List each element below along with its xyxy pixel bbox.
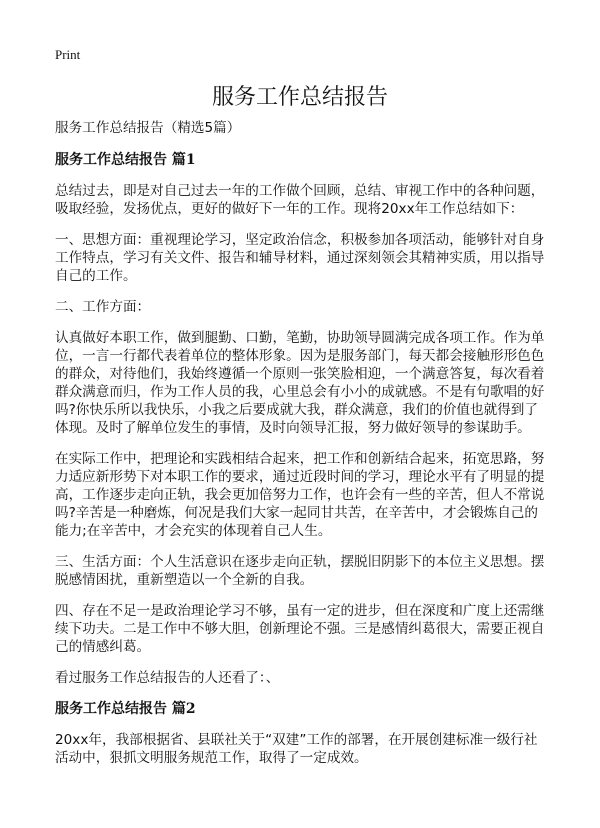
section-heading: 服务工作总结报告 篇1 [55, 152, 196, 168]
paragraph: 三、生活方面：个人生活意识在逐步走向正轨，摆脱旧阴影下的本位主义思想。摆脱感情困扰，重新塑造以一个全新的自我。 [55, 554, 545, 588]
document-title: 服务工作总结报告 [211, 85, 388, 110]
section-heading: 服务工作总结报告 篇2 [55, 701, 196, 717]
paragraph: 认真做好本职工作，做到腿勤、口勤，笔勤，协助领导圆满完成各项工作。作为单位，一言一行都代表着单位的整体形象。因为是服务部门，每天都会接触形形色色的群众，对待他们，我始终遵循一个原则一张笑脸相迎，一个满意答复，每次看着群众满意而归，作为工作人员的我，心里总会有小小的成就感。不是有句歌唱的好吗?你快乐所以我快乐，小我之后要成就大我，群众满意，我们的价值也就得到了体现。及时了解单位发生的事情，及时向领导汇报，努力做好领导的参谋助手。 [55, 330, 545, 436]
paragraph: 在实际工作中，把理论和实践相结合起来，把工作和创新结合起来，拓宽思路，努力适应新形势下对本职工作的要求，通过近段时间的学习，理论水平有了明显的提高，工作逐步走向正轨，我会更加倍努力工作，也许会有一些的辛苦，但人不常说吗?辛苦是一种磨炼，何况是我们大家一起同甘共苦，在辛苦中，才会锻炼自己的能力;在辛苦中，才会充实的体现着自己人生。 [55, 451, 545, 539]
document-body [55, 119, 549, 780]
related-link[interactable]: 看过服务工作总结报告的人还看了：、 [55, 670, 280, 686]
paragraph: 20xx年，我部根据省、县联社关于“双建”工作的部署，在开展创建标准一级行社活动中，狠抓文明服务规范工作，取得了一定成效。 [55, 732, 538, 766]
paragraph: 总结过去，即是对自己过去一年的工作做个回顾，总结、审视工作中的各种问题，吸取经验，发扬优点，更好的做好下一年的工作。现将20xx年工作总结如下： [55, 183, 545, 217]
paragraph: 二、工作方面： [55, 299, 151, 315]
paragraph: 四、存在不足一是政治理论学习不够，虽有一定的进步，但在深度和广度上还需继续下功夫。二是工作中不够大胆，创新理论不强。三是感情纠葛很大，需要正视自己的情感纠葛。 [55, 603, 545, 655]
print-link[interactable]: Print [55, 47, 81, 62]
subtitle: 服务工作总结报告（精选5篇） [55, 120, 241, 136]
paragraph: 一、思想方面：重视理论学习，坚定政治信念，积极参加各项活动，能够针对自身工作特点，学习有关文件、报告和辅导材料，通过深刻领会其精神实质，用以指导自己的工作。 [55, 232, 545, 284]
